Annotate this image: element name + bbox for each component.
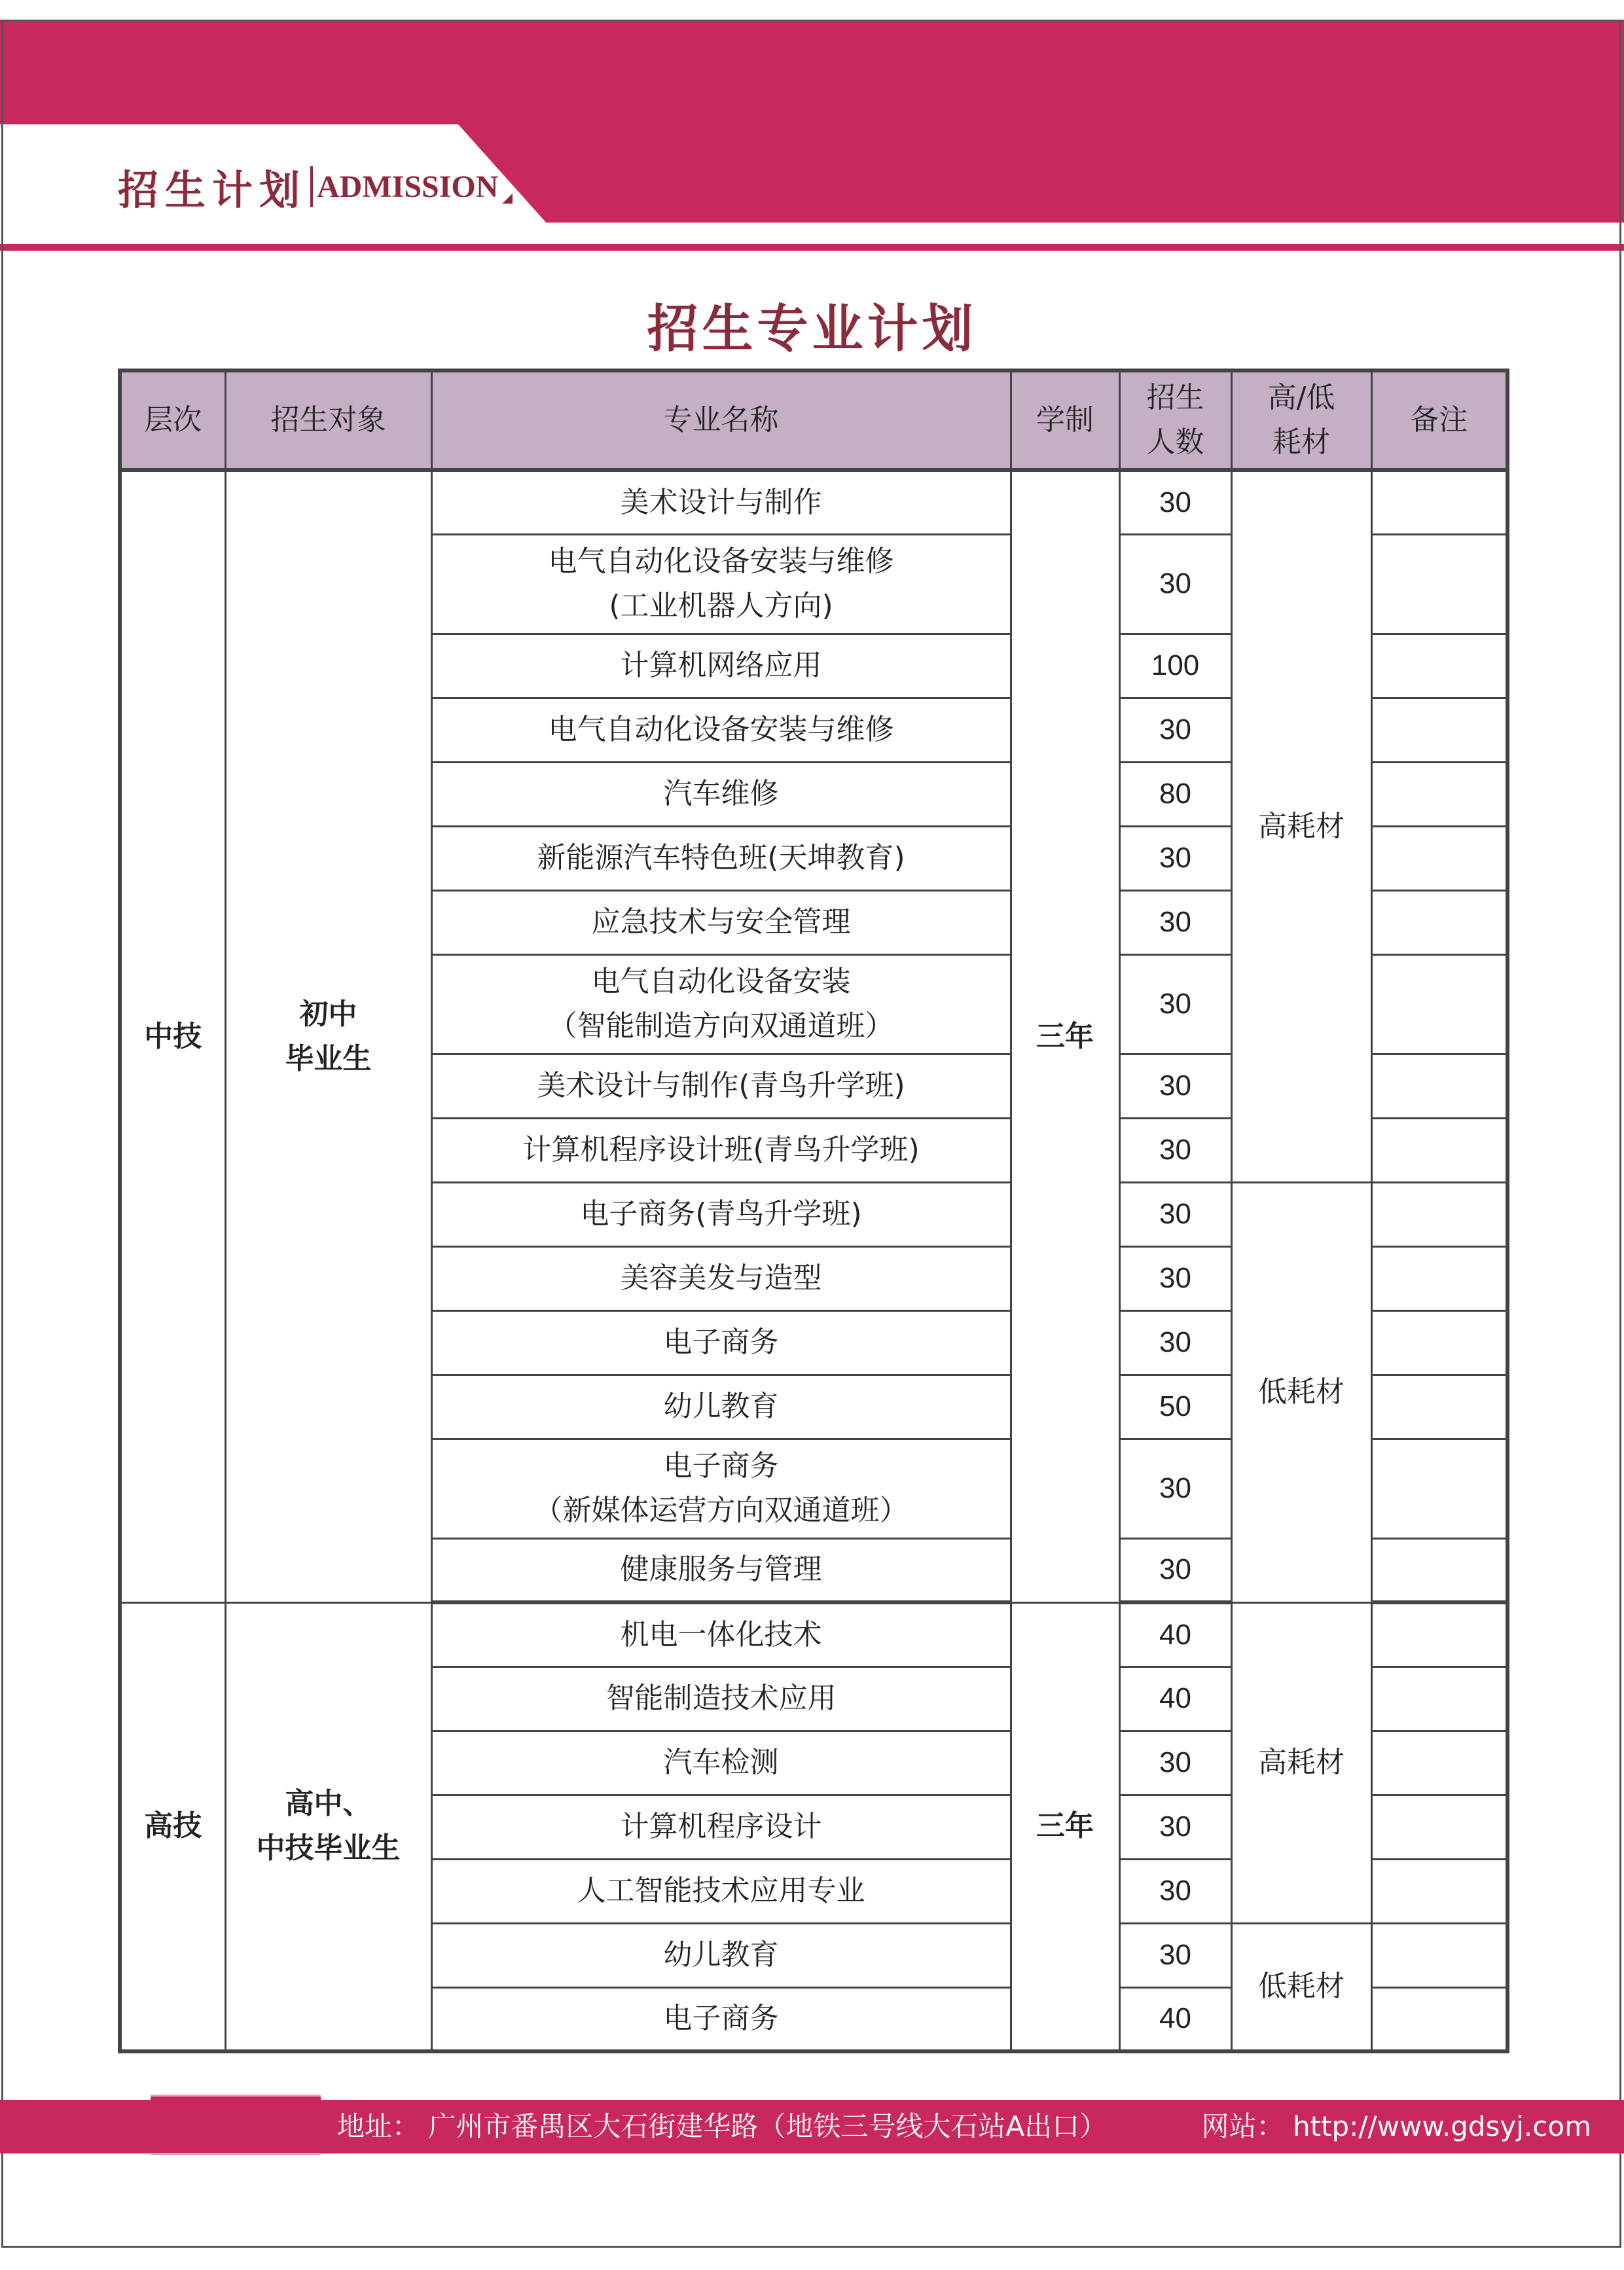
remark-cell (1371, 534, 1507, 634)
header-level: 层次 (120, 370, 225, 470)
remark-cell (1371, 826, 1507, 890)
major-cell: 人工智能技术应用专业 (431, 1859, 1011, 1923)
page-title: 招生专业计划 (647, 300, 977, 359)
table-header-row (120, 370, 1507, 470)
major-cell: 电子商务 (431, 1310, 1011, 1375)
header-material-line1: 高/低 (1267, 380, 1335, 414)
header-enroll-line1: 招生 (1146, 380, 1204, 414)
remark-cell (1371, 1246, 1507, 1310)
major-cell (431, 534, 1011, 634)
count-cell: 40 (1119, 1987, 1231, 2051)
remark-cell (1371, 1602, 1507, 1666)
count-cell: 30 (1119, 1731, 1231, 1795)
major-cell: 美术设计与制作(青鸟升学班) (431, 1054, 1011, 1118)
major-cell: 幼儿教育 (431, 1923, 1011, 1987)
remark-cell (1371, 698, 1507, 762)
header-material (1231, 370, 1371, 470)
count-cell: 30 (1119, 1182, 1231, 1246)
major-line1: 电子商务 (663, 1449, 779, 1483)
count-cell: 30 (1119, 890, 1231, 954)
major-line2: （新媒体运营方向双通道班） (533, 1494, 909, 1527)
remark-cell (1371, 1538, 1507, 1602)
major-cell: 新能源汽车特色班(天坤教育) (431, 826, 1011, 890)
major-cell: 美术设计与制作 (431, 470, 1011, 534)
table-row (120, 1602, 1507, 1666)
major-cell (431, 1439, 1011, 1538)
header-major: 专业名称 (431, 370, 1011, 470)
enrollment-table (118, 369, 1509, 2053)
count-cell: 30 (1119, 470, 1231, 534)
remark-cell (1371, 1310, 1507, 1375)
target-line1: 高中、 (285, 1787, 372, 1821)
remark-cell (1371, 762, 1507, 826)
target-cell (225, 1602, 431, 2051)
count-cell: 30 (1119, 1118, 1231, 1182)
material-low-cell: 低耗材 (1231, 1923, 1371, 2051)
major-cell: 电气自动化设备安装与维修 (431, 698, 1011, 762)
count-cell: 30 (1119, 1054, 1231, 1118)
target-line1: 初中 (299, 997, 357, 1031)
count-cell: 30 (1119, 1439, 1231, 1538)
remark-cell (1371, 890, 1507, 954)
major-cell: 机电一体化技术 (431, 1602, 1011, 1666)
header-enroll-line2: 人数 (1146, 425, 1204, 459)
remark-cell (1371, 1987, 1507, 2051)
remark-cell (1371, 1375, 1507, 1439)
major-line2: (工业机器人方向) (609, 589, 833, 622)
major-line1: 电气自动化设备安装 (591, 964, 851, 998)
table-row (120, 470, 1507, 534)
major-cell: 计算机网络应用 (431, 634, 1011, 698)
major-cell: 汽车维修 (431, 762, 1011, 826)
material-high-cell: 高耗材 (1231, 470, 1371, 1182)
major-cell: 计算机程序设计班(青鸟升学班) (431, 1118, 1011, 1182)
count-cell: 30 (1119, 1923, 1231, 1987)
remark-cell (1371, 954, 1507, 1054)
header-duration: 学制 (1011, 370, 1119, 470)
brand-title-cn: 招生计划 (118, 166, 307, 214)
footer-website: 网站： http://www.gdsyj.com (1201, 2110, 1591, 2142)
header-enroll-count (1119, 370, 1231, 470)
remark-cell (1371, 634, 1507, 698)
count-cell: 30 (1119, 698, 1231, 762)
brand (118, 164, 513, 214)
major-cell: 智能制造技术应用 (431, 1666, 1011, 1731)
count-cell: 30 (1119, 1310, 1231, 1375)
major-line1: 电气自动化设备安装与维修 (548, 544, 894, 578)
count-cell: 30 (1119, 1859, 1231, 1923)
remark-cell (1371, 1054, 1507, 1118)
brand-title-en: ADMISSION (317, 169, 499, 204)
footer-address: 地址： 广州市番禺区大石街建华路（地铁三号线大石站A出口） (337, 2110, 1108, 2142)
major-line2: （智能制造方向双通道班） (548, 1009, 894, 1043)
remark-cell (1371, 1859, 1507, 1923)
brand-divider (310, 166, 313, 207)
header-target: 招生对象 (225, 370, 431, 470)
count-cell: 100 (1119, 634, 1231, 698)
remark-cell (1371, 1731, 1507, 1795)
count-cell: 50 (1119, 1375, 1231, 1439)
major-cell: 幼儿教育 (431, 1375, 1011, 1439)
material-high-cell: 高耗材 (1231, 1602, 1371, 1923)
major-cell: 美容美发与造型 (431, 1246, 1011, 1310)
target-line2: 毕业生 (285, 1041, 372, 1075)
remark-cell (1371, 1439, 1507, 1538)
remark-cell (1371, 1795, 1507, 1859)
brand-corner-mark (502, 193, 513, 204)
level-cell: 中技 (120, 470, 225, 1602)
count-cell: 40 (1119, 1602, 1231, 1666)
remark-cell (1371, 1666, 1507, 1731)
major-cell: 电子商务 (431, 1987, 1011, 2051)
duration-cell: 三年 (1011, 1602, 1119, 2051)
count-cell: 30 (1119, 1538, 1231, 1602)
level-cell: 高技 (120, 1602, 225, 2051)
count-cell: 30 (1119, 1795, 1231, 1859)
major-cell: 应急技术与安全管理 (431, 890, 1011, 954)
target-line2: 中技毕业生 (256, 1831, 401, 1865)
remark-cell (1371, 470, 1507, 534)
footer-accent (151, 2095, 321, 2155)
target-cell (225, 470, 431, 1602)
major-cell (431, 954, 1011, 1054)
count-cell: 30 (1119, 1246, 1231, 1310)
remark-cell (1371, 1118, 1507, 1182)
count-cell: 30 (1119, 954, 1231, 1054)
major-cell: 电子商务(青鸟升学班) (431, 1182, 1011, 1246)
header-material-line2: 耗材 (1272, 425, 1330, 459)
major-cell: 健康服务与管理 (431, 1538, 1011, 1602)
remark-cell (1371, 1923, 1507, 1987)
duration-cell: 三年 (1011, 470, 1119, 1602)
count-cell: 30 (1119, 534, 1231, 634)
major-cell: 汽车检测 (431, 1731, 1011, 1795)
count-cell: 30 (1119, 826, 1231, 890)
count-cell: 40 (1119, 1666, 1231, 1731)
remark-cell (1371, 1182, 1507, 1246)
header-remark: 备注 (1371, 370, 1507, 470)
material-low-cell: 低耗材 (1231, 1182, 1371, 1602)
major-cell: 计算机程序设计 (431, 1795, 1011, 1859)
count-cell: 80 (1119, 762, 1231, 826)
